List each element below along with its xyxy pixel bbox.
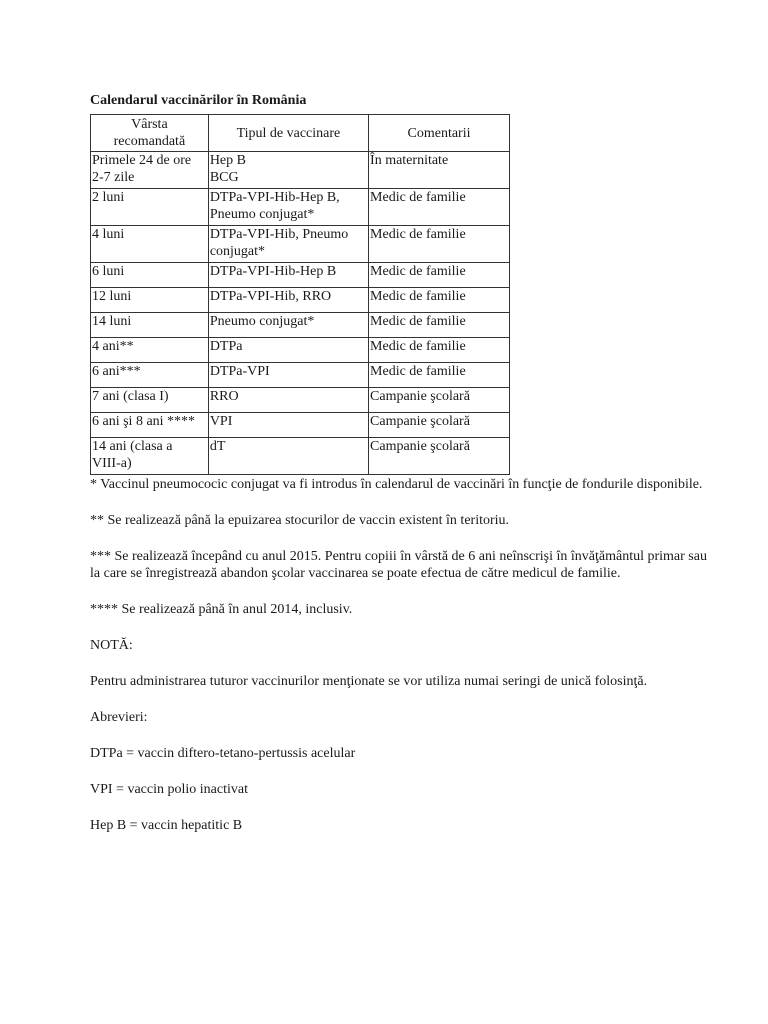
cell-age: 4 luni xyxy=(91,226,209,263)
abbreviation-vpi: VPI = vaccin polio inactivat xyxy=(90,782,248,797)
cell-type: Pneumo conjugat* xyxy=(208,313,368,338)
cell-type: Hep B BCG xyxy=(208,152,368,189)
table-row xyxy=(91,438,510,475)
cell-age: 14 luni xyxy=(91,313,209,338)
header-comment: Comentarii xyxy=(369,115,510,152)
nota-label: NOTĂ: xyxy=(90,638,133,653)
cell-comment: Campanie şcolară xyxy=(369,388,510,413)
abbreviation-dtpa: DTPa = vaccin diftero-tetano-pertussis acelular xyxy=(90,746,356,761)
cell-comment: Medic de familie xyxy=(369,288,510,313)
abbreviations-label: Abrevieri: xyxy=(90,710,148,725)
cell-type: RRO xyxy=(208,388,368,413)
header-age: Vârsta recomandată xyxy=(91,115,209,152)
vaccination-table xyxy=(90,114,510,475)
cell-comment: În maternitate xyxy=(369,152,510,189)
cell-age: 14 ani (clasa a VIII-a) xyxy=(91,438,209,475)
table-row xyxy=(91,313,510,338)
cell-age: 4 ani** xyxy=(91,338,209,363)
table-row xyxy=(91,189,510,226)
table-row xyxy=(91,363,510,388)
cell-age: 2 luni xyxy=(91,189,209,226)
footnote-stock: ** Se realizează până la epuizarea stocurilor de vaccin existent în teritoriu. xyxy=(90,513,510,528)
table-row xyxy=(91,152,510,189)
cell-comment: Medic de familie xyxy=(369,313,510,338)
cell-comment: Campanie şcolară xyxy=(369,413,510,438)
table-row xyxy=(91,288,510,313)
cell-comment: Campanie şcolară xyxy=(369,438,510,475)
cell-comment: Medic de familie xyxy=(369,226,510,263)
cell-type: DTPa-VPI-Hib, Pneumo conjugat* xyxy=(208,226,368,263)
table-row xyxy=(91,263,510,288)
cell-age: 7 ani (clasa I) xyxy=(91,388,209,413)
footnote-2015: *** Se realizează începând cu anul 2015. Pentru copiii în vârstă de 6 ani neînscrişi în învăţământul primar sau la care se înregistrează abandon şcolar vaccinarea se poate efectua de către medicul de familie. xyxy=(90,549,707,581)
cell-type: DTPa xyxy=(208,338,368,363)
cell-comment: Medic de familie xyxy=(369,363,510,388)
table-row xyxy=(91,338,510,363)
cell-comment: Medic de familie xyxy=(369,263,510,288)
table-row xyxy=(91,388,510,413)
cell-age: 6 luni xyxy=(91,263,209,288)
cell-type: DTPa-VPI-Hib, RRO xyxy=(208,288,368,313)
document-page xyxy=(90,92,710,834)
footnotes xyxy=(90,476,710,834)
cell-type: DTPa-VPI xyxy=(208,363,368,388)
table-header-row xyxy=(91,115,510,152)
header-type: Tipul de vaccinare xyxy=(208,115,368,152)
cell-age: 6 ani*** xyxy=(91,363,209,388)
footnote-pneumo: * Vaccinul pneumococic conjugat va fi introdus în calendarul de vaccinări în funcţie de fondurile disponibile. xyxy=(90,477,703,492)
cell-age: Primele 24 de ore 2-7 zile xyxy=(91,152,209,189)
page-title: Calendarul vaccinărilor în România xyxy=(90,93,307,108)
cell-comment: Medic de familie xyxy=(369,189,510,226)
cell-type: VPI xyxy=(208,413,368,438)
cell-type: dT xyxy=(208,438,368,475)
table-row xyxy=(91,226,510,263)
cell-age: 6 ani şi 8 ani **** xyxy=(91,413,209,438)
cell-comment: Medic de familie xyxy=(369,338,510,363)
cell-age: 12 luni xyxy=(91,288,209,313)
nota-text: Pentru administrarea tuturor vaccinurilor menţionate se vor utiliza numai seringi de unică folosinţă. xyxy=(90,674,648,689)
table-row xyxy=(91,413,510,438)
cell-type: DTPa-VPI-Hib-Hep B xyxy=(208,263,368,288)
footnote-2014: **** Se realizează până în anul 2014, inclusiv. xyxy=(90,602,353,617)
cell-type: DTPa-VPI-Hib-Hep B, Pneumo conjugat* xyxy=(208,189,368,226)
abbreviation-hepb: Hep B = vaccin hepatitic B xyxy=(90,818,243,833)
